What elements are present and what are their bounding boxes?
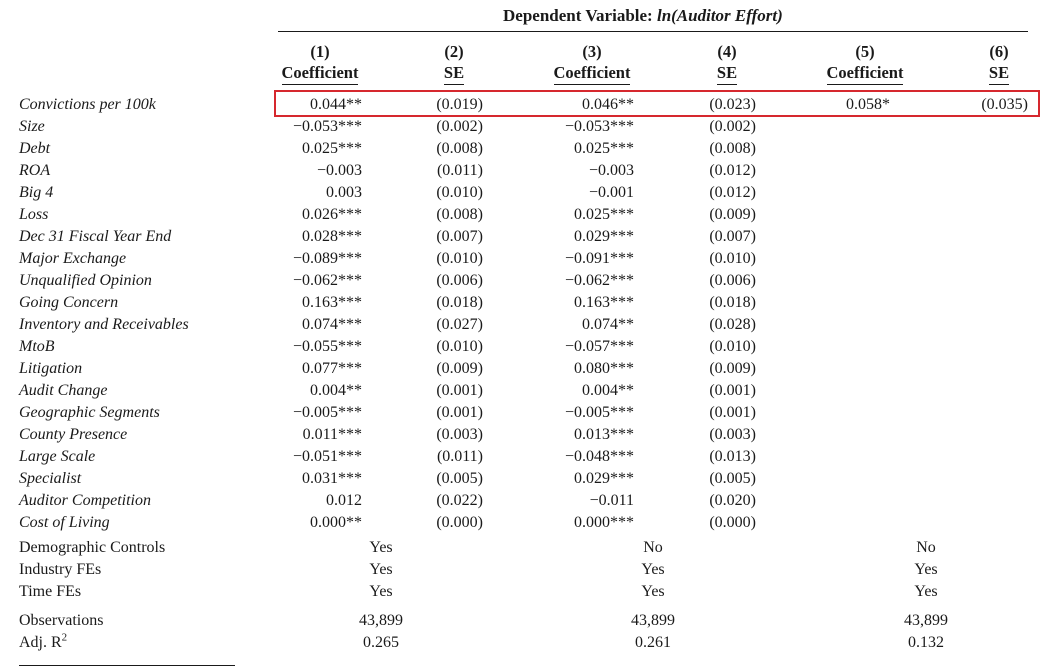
- column-header-2: (2) SE: [425, 41, 483, 85]
- table-row: [0, 204, 1062, 226]
- table-row: [0, 336, 1062, 358]
- column-header-6: (6) SE: [970, 41, 1028, 85]
- cell-c1: 0.011***: [302, 426, 362, 443]
- cell-c2: (0.005): [436, 470, 483, 487]
- row-label: Dec 31 Fiscal Year End: [19, 228, 172, 245]
- cell-c1: 0.163***: [302, 294, 362, 311]
- cell-c3: −0.048***: [564, 448, 634, 465]
- row-label: Convictions per 100k: [19, 96, 156, 113]
- table-row: [0, 116, 1062, 138]
- cell-c3: 0.074**: [582, 316, 634, 333]
- row-label: Unqualified Opinion: [19, 272, 152, 289]
- cell-c3: 0.025***: [574, 140, 634, 157]
- row-label: County Presence: [19, 426, 128, 443]
- row-label: Geographic Segments: [19, 404, 160, 421]
- cell-c3: −0.011: [589, 492, 634, 509]
- cell-c3: 0.163***: [574, 294, 634, 311]
- cell-c3: −0.005***: [564, 404, 634, 421]
- cell-c4: (0.009): [709, 360, 756, 377]
- row-label: Audit Change: [19, 382, 108, 399]
- cell-c4: (0.010): [709, 338, 756, 355]
- control-row-time: Time FEs Yes Yes Yes: [19, 583, 938, 600]
- column-header-5: (5) Coefficient: [817, 41, 913, 85]
- cell-c4: (0.001): [709, 382, 756, 399]
- table-row: [0, 424, 1062, 446]
- cell-c2: (0.002): [436, 118, 483, 135]
- cell-c1: 0.004**: [310, 382, 362, 399]
- cell-c4: (0.012): [709, 162, 756, 179]
- cell-c2: (0.027): [436, 316, 483, 333]
- table-row: [0, 490, 1062, 512]
- cell-c3: 0.029***: [574, 470, 634, 487]
- table-row: [0, 248, 1062, 270]
- cell-c2: (0.022): [436, 492, 483, 509]
- cell-c1: 0.044**: [310, 96, 362, 113]
- cell-c4: (0.018): [709, 294, 756, 311]
- cell-c4: (0.013): [709, 448, 756, 465]
- cell-c3: 0.080***: [574, 360, 634, 377]
- cell-c1: 0.026***: [302, 206, 362, 223]
- table-row: [0, 402, 1062, 424]
- table-row: [0, 160, 1062, 182]
- cell-c1: 0.012: [326, 492, 362, 509]
- cell-c3: −0.062***: [564, 272, 634, 289]
- cell-c3: −0.053***: [564, 118, 634, 135]
- table-row: [0, 468, 1062, 490]
- row-label: Debt: [19, 140, 51, 157]
- cell-c2: (0.006): [436, 272, 483, 289]
- table-row: [0, 314, 1062, 336]
- cell-c2: (0.011): [436, 448, 483, 465]
- cell-c3: −0.057***: [564, 338, 634, 355]
- cell-c2: (0.001): [436, 382, 483, 399]
- cell-c2: (0.007): [436, 228, 483, 245]
- cell-c2: (0.003): [436, 426, 483, 443]
- cell-c1: −0.053***: [292, 118, 362, 135]
- control-row-industry: Industry FEs Yes Yes Yes: [19, 561, 938, 578]
- cell-c3: −0.091***: [564, 250, 634, 267]
- cell-c4: (0.020): [709, 492, 756, 509]
- cell-c2: (0.008): [436, 140, 483, 157]
- cell-c4: (0.000): [709, 514, 756, 531]
- header-top-rule: [278, 31, 1028, 32]
- cell-c3: −0.003: [588, 162, 634, 179]
- control-row-demographic: Demographic Controls Yes No No: [19, 539, 936, 556]
- cell-c1: −0.005***: [292, 404, 362, 421]
- bottom-rule: [19, 665, 235, 666]
- cell-c2: (0.010): [436, 250, 483, 267]
- cell-c3: 0.004**: [582, 382, 634, 399]
- cell-c2: (0.018): [436, 294, 483, 311]
- row-label: Inventory and Receivables: [19, 316, 189, 333]
- cell-c1: −0.003: [316, 162, 362, 179]
- cell-c4: (0.008): [709, 140, 756, 157]
- cell-c4: (0.028): [709, 316, 756, 333]
- table-row: [0, 226, 1062, 248]
- stats-row-observations: Observations 43,899 43,899 43,899: [0, 610, 1062, 632]
- cell-c4: (0.005): [709, 470, 756, 487]
- row-label: Auditor Competition: [19, 492, 151, 509]
- cell-c2: (0.019): [436, 96, 483, 113]
- row-label: Cost of Living: [19, 514, 110, 531]
- column-header-3: (3) Coefficient: [544, 41, 640, 85]
- adj-r2-label: Adj. $R^2$: [19, 631, 68, 651]
- cell-c1: 0.077***: [302, 360, 362, 377]
- cell-c2: (0.008): [436, 206, 483, 223]
- dependent-variable-name: ln(Auditor Effort): [656, 6, 783, 25]
- dependent-variable-prefix: Dependent Variable:: [503, 6, 657, 25]
- cell-c2: (0.010): [436, 184, 483, 201]
- cell-c1: 0.028***: [302, 228, 362, 245]
- cell-c3: 0.025***: [574, 206, 634, 223]
- cell-c4: (0.023): [709, 96, 756, 113]
- cell-c4: (0.006): [709, 272, 756, 289]
- row-label: Going Concern: [19, 294, 119, 311]
- cell-c5: 0.058*: [846, 96, 890, 113]
- cell-c4: (0.002): [709, 118, 756, 135]
- table-row: [0, 380, 1062, 402]
- cell-c1: −0.055***: [292, 338, 362, 355]
- cell-c4: (0.007): [709, 228, 756, 245]
- cell-c3: −0.001: [588, 184, 634, 201]
- cell-c4: (0.001): [709, 404, 756, 421]
- cell-c1: 0.000**: [310, 514, 362, 531]
- observations-label: Observations: [19, 612, 104, 629]
- column-header-1: (1) Coefficient: [272, 41, 368, 85]
- table-row: [0, 292, 1062, 314]
- cell-c2: (0.000): [436, 514, 483, 531]
- cell-c3: 0.029***: [574, 228, 634, 245]
- row-label: Litigation: [19, 360, 83, 377]
- table-row: [0, 358, 1062, 380]
- cell-c4: (0.009): [709, 206, 756, 223]
- column-header-4: (4) SE: [698, 41, 756, 85]
- cell-c3: 0.013***: [574, 426, 634, 443]
- cell-c1: 0.003: [326, 184, 362, 201]
- cell-c4: (0.010): [709, 250, 756, 267]
- row-label: ROA: [19, 162, 51, 179]
- row-label: MtoB: [19, 338, 55, 355]
- row-label: Large Scale: [19, 448, 96, 465]
- cell-c1: 0.074***: [302, 316, 362, 333]
- table-row: [0, 446, 1062, 468]
- dependent-variable-title: [503, 6, 783, 26]
- table-row: [0, 270, 1062, 292]
- row-label: Specialist: [19, 470, 82, 487]
- row-label: Big 4: [19, 184, 54, 201]
- cell-c4: (0.003): [709, 426, 756, 443]
- cell-c6: (0.035): [981, 96, 1028, 113]
- cell-c1: −0.062***: [292, 272, 362, 289]
- cell-c3: 0.000***: [574, 514, 634, 531]
- stats-row-adj-r2: Adj. $R^2$ 0.265 0.261 0.132: [0, 632, 1062, 654]
- cell-c2: (0.001): [436, 404, 483, 421]
- row-label: Major Exchange: [19, 250, 127, 267]
- table-row: [0, 138, 1062, 160]
- cell-c2: (0.010): [436, 338, 483, 355]
- row-label: Loss: [19, 206, 49, 223]
- cell-c4: (0.012): [709, 184, 756, 201]
- table-row: [0, 512, 1062, 534]
- cell-c2: (0.011): [436, 162, 483, 179]
- cell-c1: −0.089***: [292, 250, 362, 267]
- highlight-box: [274, 90, 1040, 117]
- cell-c3: 0.046**: [582, 96, 634, 113]
- table-row: [0, 182, 1062, 204]
- cell-c1: 0.025***: [302, 140, 362, 157]
- cell-c1: 0.031***: [302, 470, 362, 487]
- cell-c1: −0.051***: [292, 448, 362, 465]
- cell-c2: (0.009): [436, 360, 483, 377]
- row-label: Size: [19, 118, 45, 135]
